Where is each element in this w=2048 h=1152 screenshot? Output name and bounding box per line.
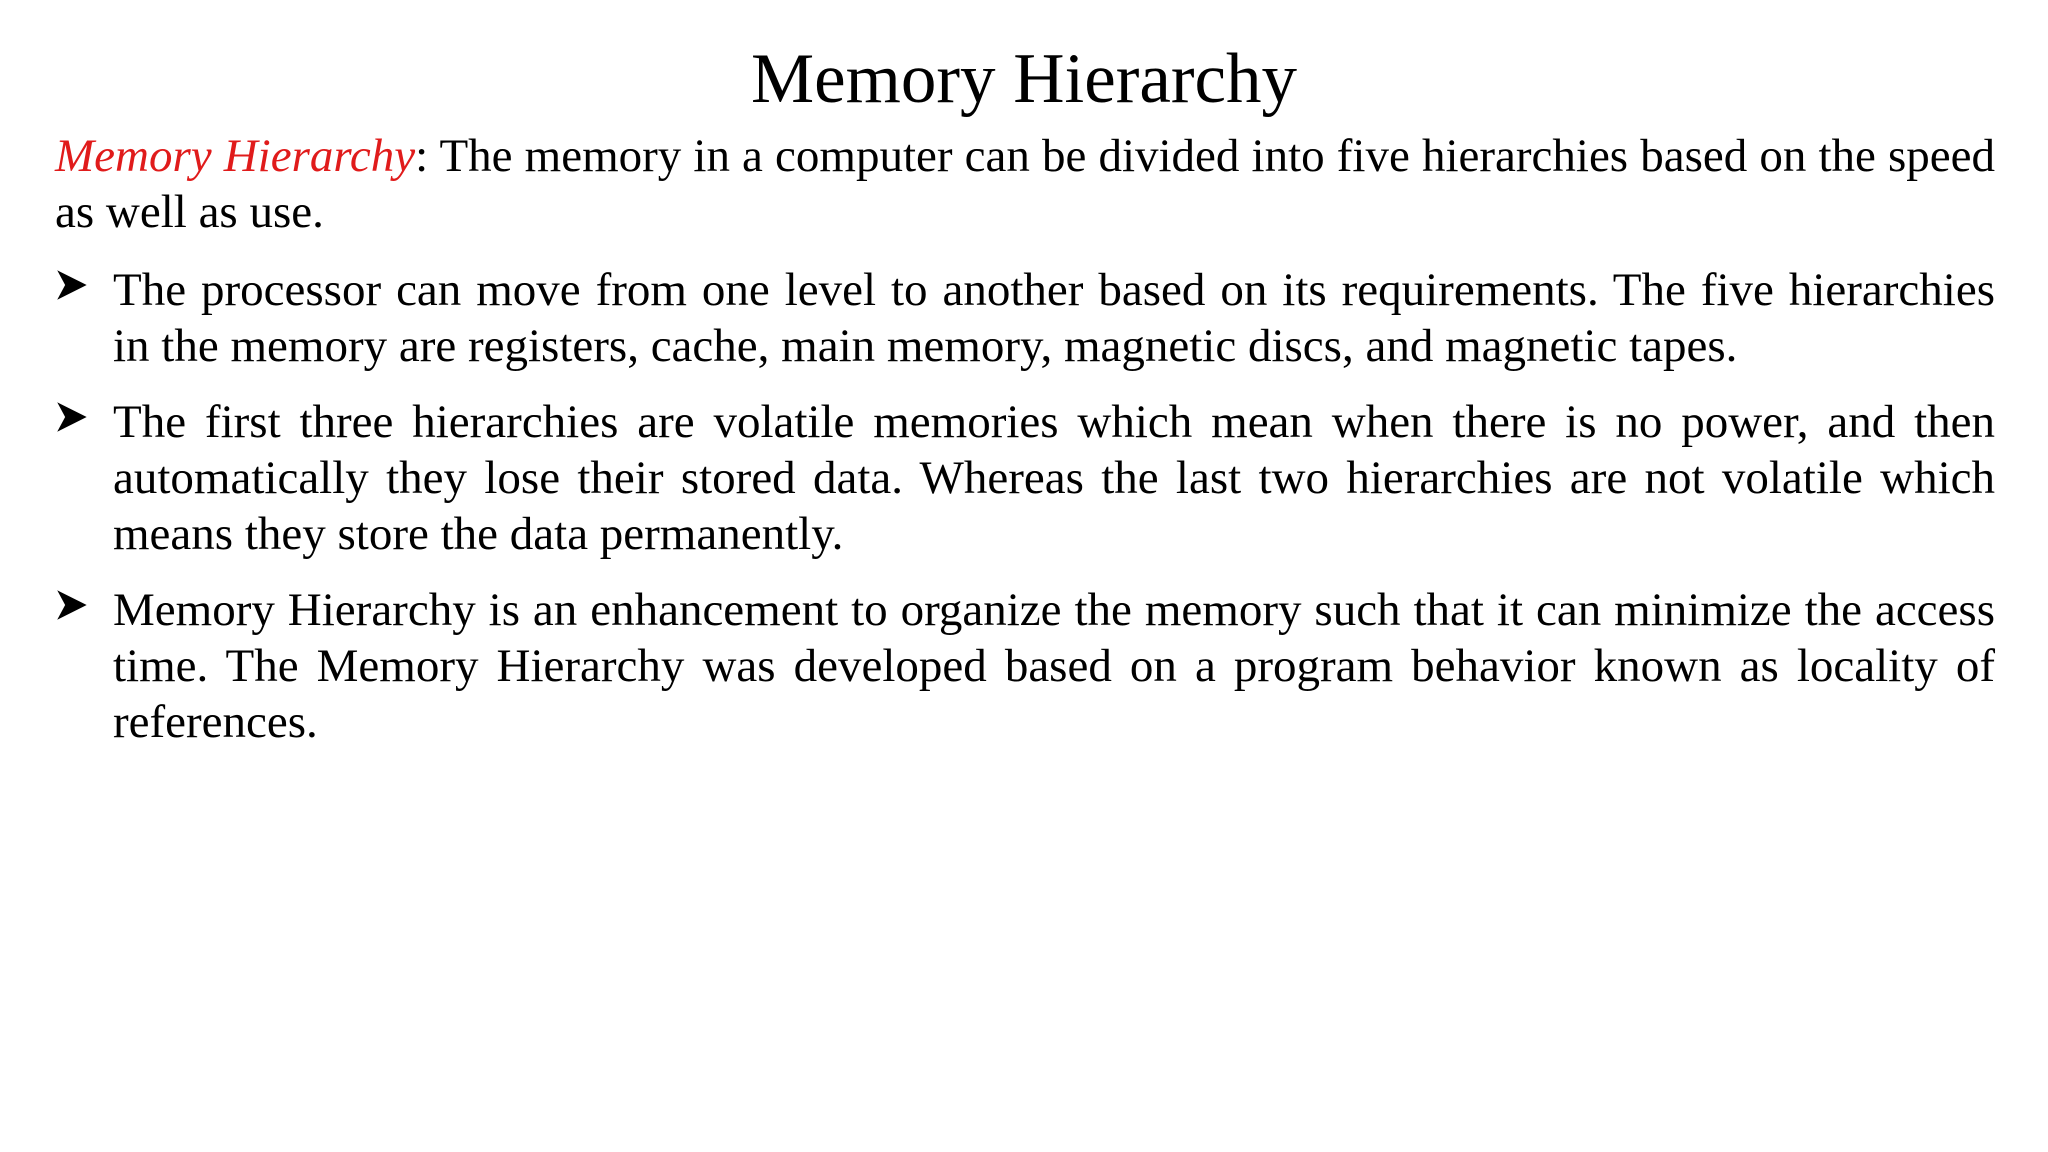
arrowhead-bullet-icon: [57, 270, 87, 300]
intro-text: : The memory in a computer can be divided into five hierarchies based on the speed as well as use.: [55, 130, 1995, 238]
bullet-text: Memory Hierarchy is an enhancement to organize the memory such that it can minimize the access time. The Memory Hierarchy was developed based on a program behavior known as locality of references.: [113, 584, 1995, 748]
bullet-item: [55, 582, 1995, 750]
intro-term: Memory Hierarchy: [55, 130, 416, 182]
bullet-item: [55, 394, 1995, 562]
arrowhead-bullet-icon: [57, 402, 87, 432]
bullet-item: [55, 262, 1995, 374]
arrowhead-bullet-icon: [57, 590, 87, 620]
intro-paragraph: [55, 128, 1995, 240]
slide-title: Memory Hierarchy: [750, 40, 1298, 118]
bullet-list: [55, 262, 1995, 770]
bullet-text: The processor can move from one level to another based on its requirements. The five hierarchies in the memory are registers, cache, main memory, magnetic discs, and magnetic tapes.: [113, 264, 1995, 372]
bullet-text: The first three hierarchies are volatile memories which mean when there is no power, and then automatically they lose their stored data. Whereas the last two hierarchies are not volatile which means they store the data permanently.: [113, 396, 1995, 560]
